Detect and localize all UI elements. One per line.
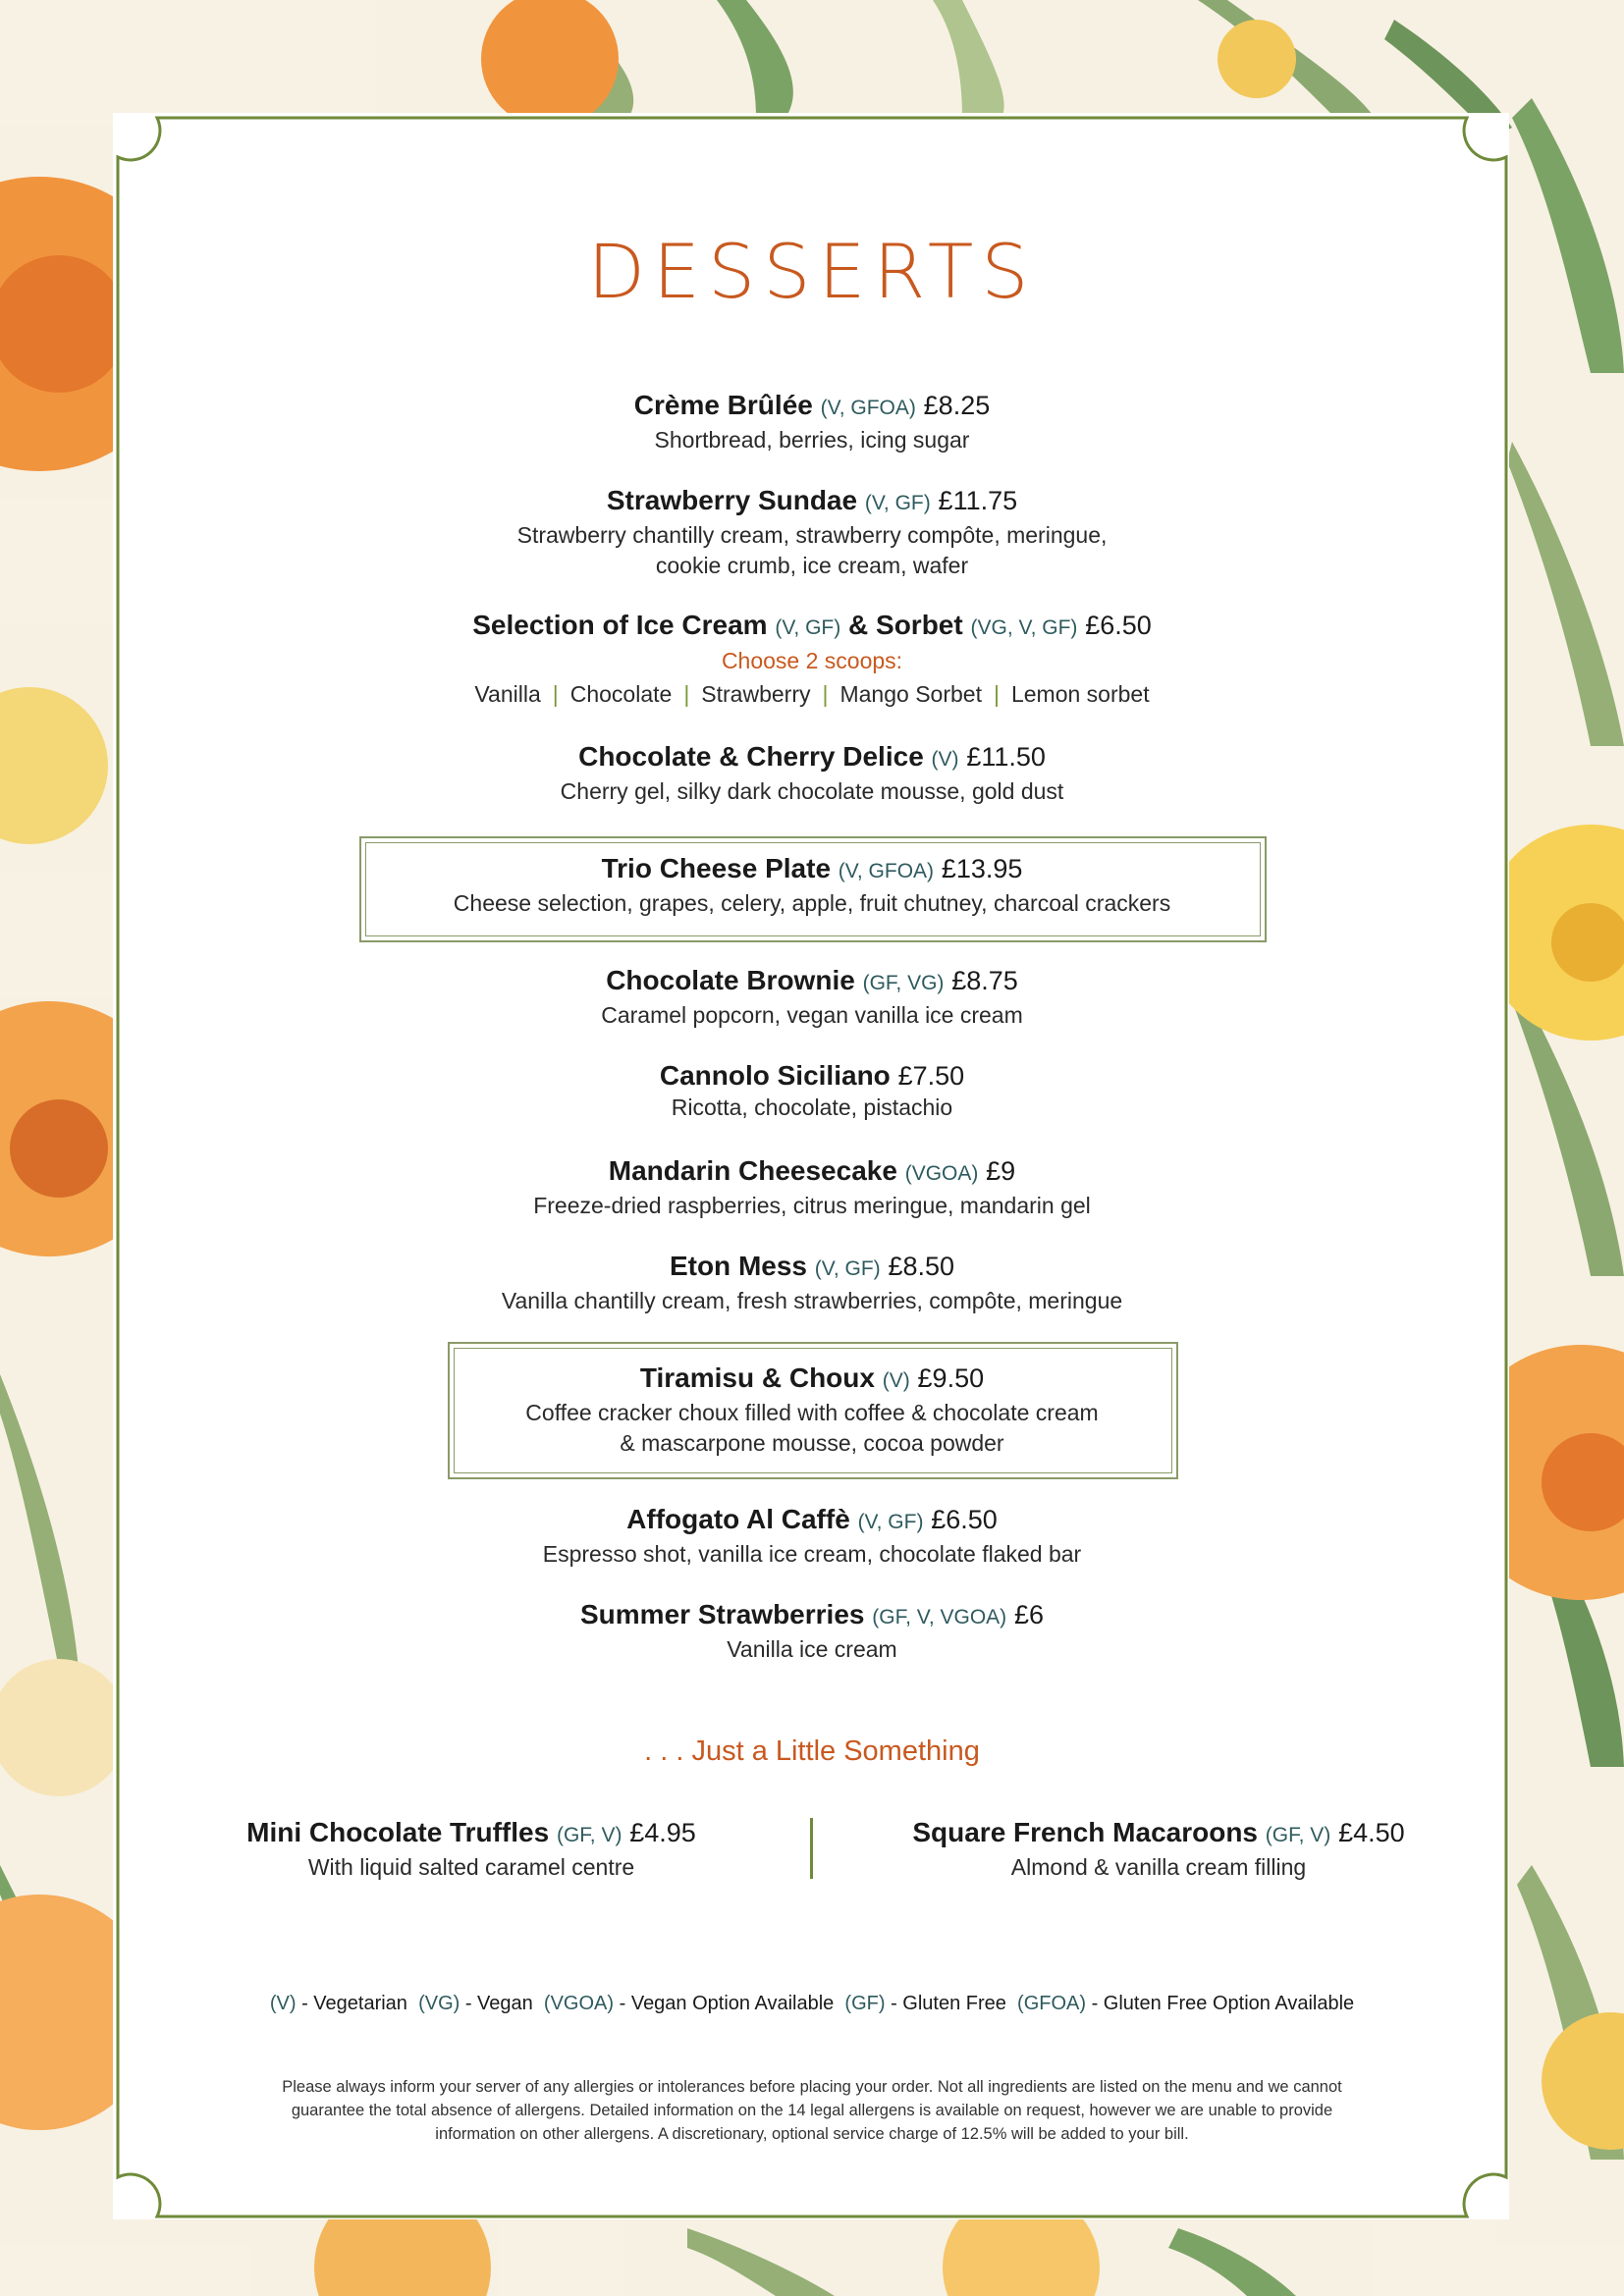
menu-item-ice-cream-sorbet: [0, 609, 1624, 711]
menu-item-mini-truffles: [196, 1816, 746, 1883]
item-description: Vanilla ice cream: [727, 1636, 897, 1662]
menu-item-affogato: [0, 1503, 1624, 1570]
item-description: Espresso shot, vanilla ice cream, chocolate flaked bar: [542, 1541, 1082, 1567]
item-price: £6.50: [1085, 611, 1152, 640]
item-name: Selection of Ice Cream: [472, 610, 768, 640]
disclaimer-line: guarantee the total absence of allergens. Detailed information on the 14 legal allergens is available on request, however we are unable to provide: [291, 2102, 1333, 2119]
item-price: £9: [986, 1156, 1016, 1186]
item-name-2: & Sorbet: [848, 610, 963, 640]
item-name: Tiramisu & Choux: [639, 1362, 875, 1393]
menu-item-tiramisu-choux: [0, 1362, 1624, 1459]
item-dietary-tags: (V, GFOA): [838, 860, 935, 882]
flavour-option: Chocolate: [569, 681, 673, 707]
item-dietary-tags: (V, GF): [814, 1257, 881, 1280]
disclaimer-line: information on other allergens. A discretionary, optional service charge of 12.5% will be added to your bill.: [435, 2125, 1189, 2143]
legend-code: (GFOA): [1017, 1993, 1087, 2014]
item-name: Strawberry Sundae: [606, 485, 858, 515]
item-name: Affogato Al Caffè: [626, 1504, 850, 1534]
item-name: Cannolo Siciliano: [659, 1060, 891, 1091]
item-name: Mini Chocolate Truffles: [246, 1817, 550, 1847]
item-dietary-tags: (GF, VG): [862, 972, 945, 994]
item-dietary-tags: (GF, V, VGOA): [872, 1606, 1007, 1629]
scoop-choice-label: Choose 2 scoops:: [721, 648, 903, 673]
column-divider: [810, 1818, 813, 1879]
flavour-option: Mango Sorbet: [839, 681, 982, 707]
menu-item-chocolate-cherry-delice: [0, 740, 1624, 807]
item-dietary-tags: (V, GFOA): [820, 397, 916, 419]
item-name: Eton Mess: [669, 1251, 807, 1281]
item-description: Cherry gel, silky dark chocolate mousse, gold dust: [560, 778, 1064, 804]
item-description: Almond & vanilla cream filling: [1010, 1854, 1307, 1880]
dietary-legend: [0, 1993, 1624, 2015]
menu-item-cannolo-siciliano: [0, 1059, 1624, 1123]
item-dietary-tags: (GF, V): [1265, 1824, 1331, 1846]
item-description: Shortbread, berries, icing sugar: [654, 427, 970, 453]
item-price: £11.50: [966, 742, 1046, 772]
legend-label: - Vegan Option Available: [619, 1993, 835, 2014]
item-description: Caramel popcorn, vegan vanilla ice cream: [601, 1002, 1023, 1028]
item-price: £13.95: [941, 854, 1023, 883]
menu-item-chocolate-brownie: [0, 964, 1624, 1031]
item-description: With liquid salted caramel centre: [307, 1854, 635, 1880]
flavour-option: Vanilla: [474, 681, 541, 707]
item-description: Vanilla chantilly cream, fresh strawberries, compôte, meringue: [501, 1288, 1123, 1313]
item-description: cookie crumb, ice cream, wafer: [655, 553, 969, 578]
flavour-separator: |: [552, 681, 559, 707]
allergen-disclaimer: [236, 2075, 1388, 2146]
item-price: £6: [1013, 1600, 1044, 1629]
legend-code: (VGOA): [543, 1993, 615, 2014]
item-name: Crème Brûlée: [633, 390, 813, 420]
item-description: Ricotta, chocolate, pistachio: [671, 1095, 953, 1120]
little-something-heading: . . . Just a Little Something: [644, 1735, 980, 1767]
item-dietary-tags: (V, GF): [864, 492, 931, 514]
item-price: £7.50: [897, 1061, 965, 1091]
menu-item-mandarin-cheesecake: [0, 1154, 1624, 1221]
item-dietary-tags: (GF, V): [556, 1824, 623, 1846]
flavour-list: [0, 677, 1624, 711]
legend-code: (GF): [844, 1993, 886, 2014]
item-description: Freeze-dried raspberries, citrus meringue, mandarin gel: [533, 1193, 1091, 1218]
item-price: £4.50: [1338, 1818, 1405, 1847]
disclaimer-line: Please always inform your server of any allergies or intolerances before placing your order. Not all ingredients are listed on the menu and we cannot: [282, 2078, 1342, 2096]
item-description: Cheese selection, grapes, celery, apple, fruit chutney, charcoal crackers: [453, 890, 1171, 916]
menu-item-eton-mess: [0, 1250, 1624, 1316]
item-dietary-tags: (V): [882, 1369, 910, 1392]
legend-label: - Gluten Free Option Available: [1091, 1993, 1355, 2014]
item-dietary-tags: (V): [931, 748, 959, 771]
item-description: Coffee cracker choux filled with coffee & chocolate cream: [525, 1400, 1099, 1425]
item-name: Summer Strawberries: [580, 1599, 865, 1629]
menu-item-creme-brulee: [0, 389, 1624, 455]
flavour-separator: |: [822, 681, 829, 707]
item-description: Strawberry chantilly cream, strawberry compôte, meringue,: [516, 522, 1108, 548]
item-price: £6.50: [931, 1505, 998, 1534]
legend-label: - Vegan: [464, 1993, 533, 2014]
item-name: Chocolate & Cherry Delice: [578, 741, 924, 772]
menu-item-trio-cheese-plate: [0, 852, 1624, 919]
item-price: £11.75: [938, 486, 1018, 515]
flavour-separator: |: [993, 681, 1000, 707]
flavour-separator: |: [683, 681, 690, 707]
menu-item-french-macaroons: [884, 1816, 1434, 1883]
menu-item-strawberry-sundae: [0, 484, 1624, 581]
item-name: Chocolate Brownie: [606, 965, 855, 995]
item-dietary-tags: (VGOA): [904, 1162, 979, 1185]
menu-item-summer-strawberries: [0, 1598, 1624, 1665]
item-name: Trio Cheese Plate: [601, 853, 832, 883]
legend-code: (V): [269, 1993, 297, 2014]
flavour-option: Lemon sorbet: [1010, 681, 1150, 707]
legend-label: - Gluten Free: [891, 1993, 1006, 2014]
item-dietary-tags: (V, GF): [857, 1511, 924, 1533]
flavour-option: Strawberry: [701, 681, 811, 707]
item-price: £8.75: [951, 966, 1018, 995]
item-name: Square French Macaroons: [912, 1817, 1258, 1847]
item-dietary-tags-2: (VG, V, GF): [970, 616, 1078, 639]
item-dietary-tags: (V, GF): [775, 616, 841, 639]
menu-title: DESSERTS: [587, 228, 1037, 315]
item-price: £9.50: [917, 1363, 985, 1393]
item-description: & mascarpone mousse, cocoa powder: [620, 1430, 1004, 1456]
legend-code: (VG): [418, 1993, 460, 2014]
item-name: Mandarin Cheesecake: [608, 1155, 897, 1186]
item-price: £8.50: [888, 1252, 955, 1281]
legend-label: - Vegetarian: [301, 1993, 407, 2014]
item-price: £4.95: [629, 1818, 696, 1847]
item-price: £8.25: [923, 391, 991, 420]
